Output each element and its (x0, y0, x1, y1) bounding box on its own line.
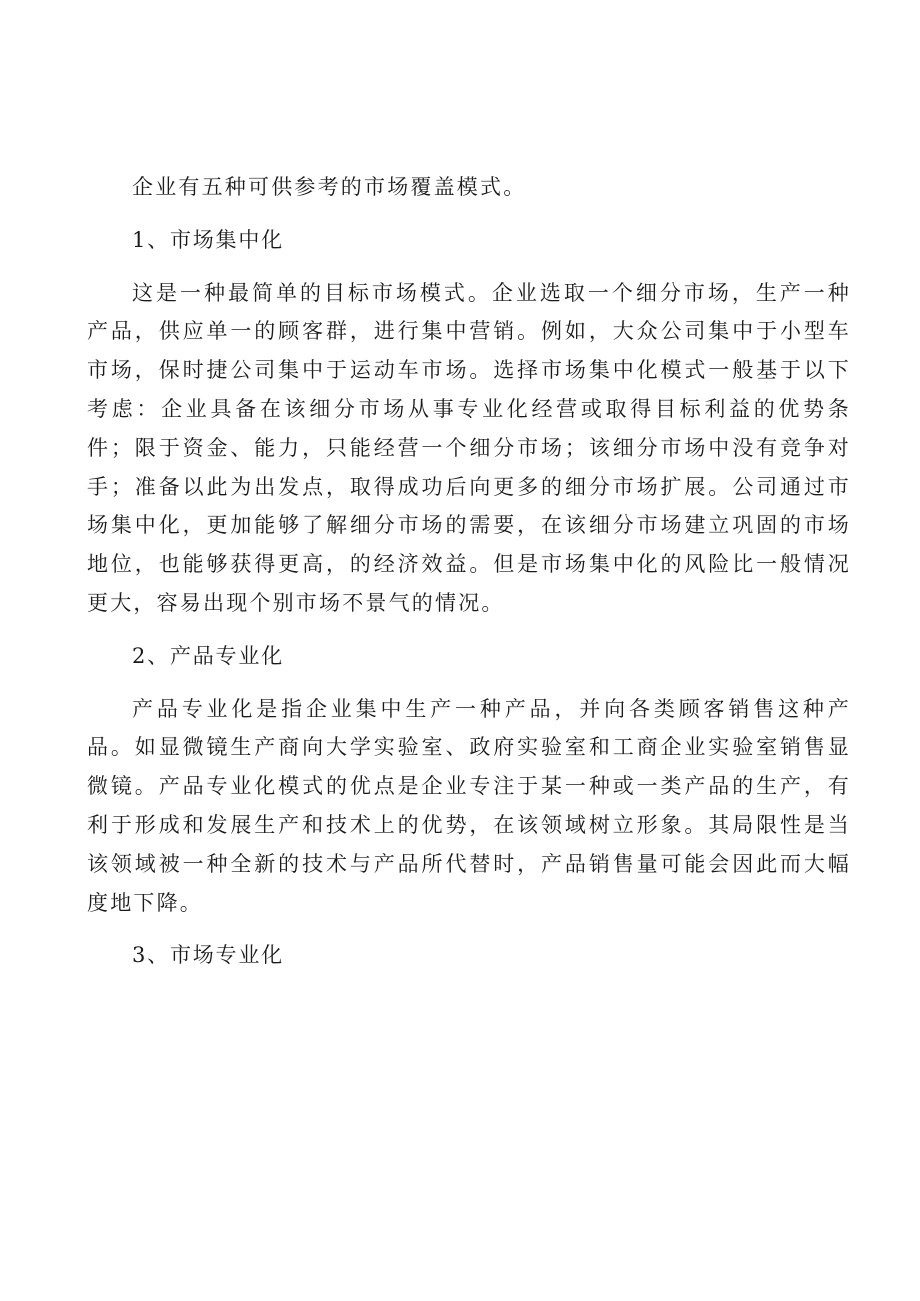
intro-paragraph: 企业有五种可供参考的市场覆盖模式。 (132, 175, 527, 199)
section-heading-1: 1、市场集中化 (132, 227, 284, 252)
section-heading-2: 2、产品专业化 (132, 643, 284, 668)
section-heading-3: 3、市场专业化 (132, 943, 284, 968)
section-body-2: 产品专业化是指企业集中生产一种产品，并向各类顾客销售这种产品。如显微镜生产商向大学实验室、政府实验室和工商企业实验室销售显微镜。产品专业化模式的优点是企业专注于某一种或一类产品的生产，有利于形成和发展生产和技术上的优势，在该领域树立形象。其局限性是当该领域被一种全新的技术与产品所代替时，产品销售量可能会因此而大幅度地下降。 (87, 696, 851, 915)
document-body (87, 168, 851, 989)
section-body-1: 这是一种最简单的目标市场模式。企业选取一个细分市场，生产一种产品，供应单一的顾客群，进行集中营销。例如，大众公司集中于小型车市场，保时捷公司集中于运动车市场。选择市场集中化模式一般基于以下考虑：企业具备在该细分市场从事专业化经营或取得目标利益的优势条件；限于资金、能力，只能经营一个细分市场；该细分市场中没有竞争对手；准备以此为出发点，取得成功后向更多的细分市场扩展。公司通过市场集中化，更加能够了解细分市场的需要，在该细分市场建立巩固的市场地位，也能够获得更高，的经济效益。但是市场集中化的风险比一般情况更大，容易出现个别市场不景气的情况。 (87, 280, 851, 615)
